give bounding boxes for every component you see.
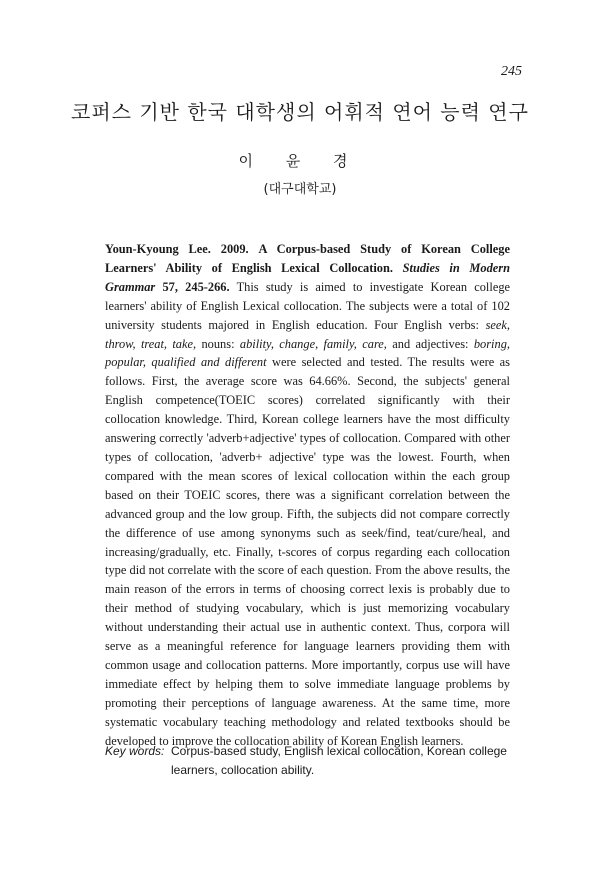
page-number: 245 xyxy=(501,64,522,79)
abstract-text-2: , nouns: xyxy=(193,336,235,351)
abstract-text-3: and adjectives: xyxy=(392,336,469,351)
keywords-label: Key words: xyxy=(105,744,165,758)
citation-volume-pages: 57, 245-266. xyxy=(162,279,230,294)
citation-title: A Corpus-based Study of Korean College Learners' Ability of English Lexical Collocation. xyxy=(105,242,510,275)
abstract-text-1: This study is aimed to investigate Korean college learners' ability of English Lexical collocation. The subjects were a total of 102 university students majored in English education. Four English verbs: xyxy=(105,279,511,332)
citation-journal: Studies in Modern Grammar xyxy=(105,260,510,294)
keywords-text: Corpus-based study, English lexical collocation, Korean college learners, collocation ability. xyxy=(171,744,507,777)
paper-title: 코퍼스 기반 한국 대학생의 어휘적 연어 능력 연구 xyxy=(71,100,529,124)
abstract-verbs: seek, throw, treat, take xyxy=(105,317,510,351)
abstract-text-4: were selected and tested. The results were as follows. First, the average score was 64.66%. Second, the subjects' general English competence(TOEIC scores) correlated significantly with their collocation knowledge. Third, Korean college learners have the most difficulty answering correctly 'adverb+adjective' types of collocation. Compared with other types of collocation, 'adverb+ adjective' type was the lowest. Fourth, when compared with the mean scores of lexical collocation within the each group based on their TOEIC scores, there was a significant correlation between the advanced group and the low group. Fifth, the subjects did not compare correctly the difference of use among synonyms such as seek/find, teat/cure/heal, and increasing/gradually, etc. Finally, t-scores of corpus regarding each collocation type did not correlate with the score of each question. From the above results, the main reason of the errors in terms of choosing correct lexis is probably due to their method of studying vocabulary, which is just memorizing vocabulary without understanding their actual use in authentic context. Thus, corpora will serve as a meaningful reference for language learners providing them with common usage and collocation patterns. More importantly, corpus use will have immediate effect by helping them to solve immediate language problems by promoting their perceptions of language awareness. At the same time, more systematic vocabulary teaching methodology and related textbooks should be developed to improve the collocation ability of Korean English learners. xyxy=(105,355,510,748)
keywords-section xyxy=(105,742,525,780)
abstract xyxy=(105,240,510,750)
author-affiliation: (대구대학교) xyxy=(263,182,337,197)
abstract-nouns: ability, change, family, care, xyxy=(239,336,387,351)
abstract-adjectives: boring, popular, qualified and different xyxy=(105,336,510,370)
author-name: 이 윤 경 xyxy=(238,152,362,170)
citation-author-year: Youn-Kyoung Lee. 2009. xyxy=(105,242,249,256)
